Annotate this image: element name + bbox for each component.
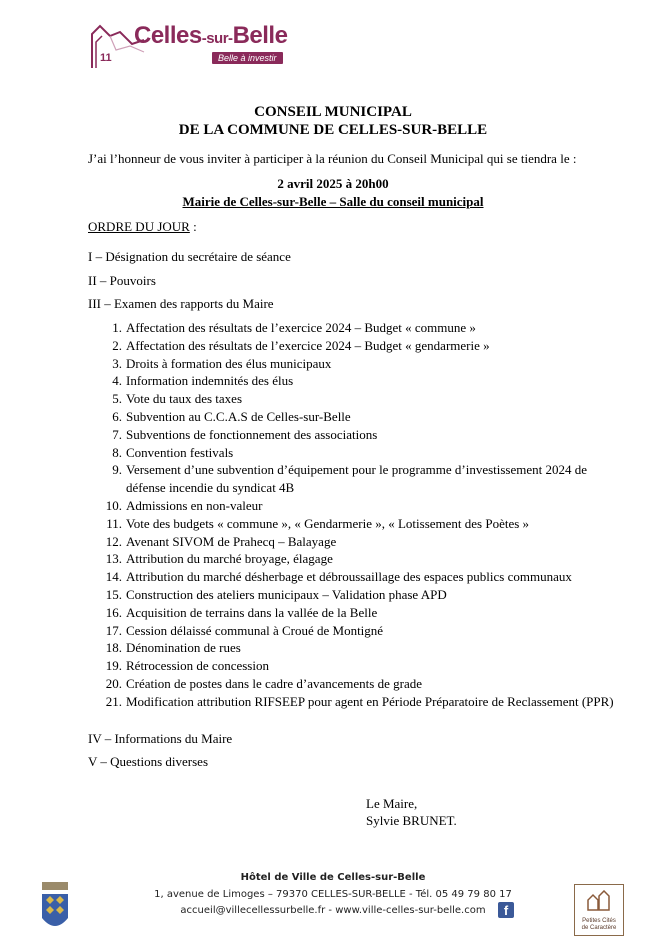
- agenda-item-number: 5.: [112, 391, 122, 407]
- agenda-item: [104, 372, 614, 390]
- logo-number: 11: [100, 52, 112, 64]
- section-item: I – Désignation du secrétaire de séance: [88, 249, 291, 264]
- agenda-item-number: 1.: [112, 320, 122, 335]
- village-icon: [586, 890, 612, 912]
- agenda-item-text: Acquisition de terrains dans la vallée de la Belle: [126, 604, 378, 620]
- badge-label: Petites Cités de Caractère: [581, 918, 617, 931]
- agenda-item-number: 12.: [105, 533, 122, 549]
- agenda-item-text: Modification attribution RIFSEEP pour agent en Période Préparatoire de Reclassement (PPR): [126, 693, 614, 709]
- signature-block: [366, 795, 457, 829]
- section-item: III – Examen des rapports du Maire: [88, 296, 274, 311]
- agenda-item-text: Affectation des résultats de l’exercice 2024 – Budget « commune »: [126, 320, 476, 335]
- invitation-text: J’ai l’honneur de vous inviter à participer à la réunion du Conseil Municipal qui se tiendra le :: [88, 151, 577, 166]
- agenda-item-number: 20.: [105, 675, 122, 691]
- footer-address: 1, avenue de Limoges – 79370 CELLES-SUR-BELLE - Tél. 05 49 79 80 17: [154, 889, 512, 900]
- footer-contact: accueil@villecellessurbelle.fr - www.ville-celles-sur-belle.com: [180, 905, 486, 916]
- section-item: IV – Informations du Maire: [88, 731, 233, 746]
- commune-logo: [86, 22, 286, 74]
- footer-title: Hôtel de Ville de Celles-sur-Belle: [240, 872, 426, 883]
- page-title-line2: DE LA COMMUNE DE CELLES-SUR-BELLE: [178, 122, 488, 138]
- signature-name: Sylvie BRUNET.: [366, 813, 457, 828]
- logo-name: Celles-sur-Belle: [134, 22, 288, 49]
- agenda-item-number: 16.: [105, 604, 122, 620]
- meeting-location: Mairie de Celles-sur-Belle – Salle du conseil municipal: [182, 194, 484, 209]
- agenda-item: [104, 355, 614, 373]
- agenda-item-text: Subvention au C.C.A.S de Celles-sur-Belle: [126, 408, 351, 424]
- agenda-item-text: Information indemnités des élus: [126, 373, 294, 389]
- agenda-item-number: 15.: [105, 586, 122, 602]
- agenda-item: [104, 461, 614, 497]
- agenda-item: [104, 604, 614, 622]
- agenda-item-number: 14.: [105, 569, 122, 585]
- agenda-item-text: Rétrocession de concession: [126, 658, 269, 674]
- agenda-item-number: 21.: [105, 693, 122, 709]
- agenda-item-number: 7.: [112, 426, 122, 442]
- agenda-item-text: Cession délaissé communal à Croué de Montigné: [126, 622, 384, 638]
- agenda-item-text: Avenant SIVOM de Prahecq – Balayage: [126, 533, 337, 549]
- agenda-item-number: 18.: [105, 640, 122, 656]
- signature-role: Le Maire,: [366, 796, 418, 811]
- agenda-item-text: Attribution du marché désherbage et débroussaillage des espaces publics communaux: [126, 569, 572, 585]
- agenda-item: [104, 675, 614, 693]
- agenda-item-number: 3.: [112, 355, 122, 371]
- agenda-item-number: 4.: [112, 373, 122, 389]
- agenda-item-text: Vote des budgets « commune », « Gendarmerie », « Lotissement des Poètes »: [126, 515, 530, 531]
- agenda-item-text: Subventions de fonctionnement des associations: [126, 426, 378, 442]
- meeting-date: 2 avril 2025 à 20h00: [277, 176, 389, 191]
- agenda-item-number: 11.: [106, 515, 122, 531]
- logo-tagline: Belle à investir: [212, 52, 283, 64]
- agenda-item-text: Vote du taux des taxes: [126, 391, 243, 407]
- agenda-item: [104, 622, 614, 640]
- agenda-item: [104, 515, 614, 533]
- section-item: V – Questions diverses: [88, 754, 209, 769]
- agenda-item: [104, 408, 614, 426]
- agenda-item: [104, 657, 614, 675]
- agenda-item: [104, 586, 614, 604]
- agenda-item: [104, 568, 614, 586]
- agenda-item: [104, 533, 614, 551]
- agenda-item-text: Attribution du marché broyage, élagage: [126, 551, 333, 567]
- agenda-item-text: Création de postes dans le cadre d’avancements de grade: [126, 675, 422, 691]
- agenda-item: [104, 390, 614, 408]
- agenda-item: [104, 693, 614, 711]
- agenda-item-number: 19.: [105, 658, 122, 674]
- agenda-item: [104, 426, 614, 444]
- agenda-item-number: 8.: [112, 444, 122, 460]
- agenda-heading: ORDRE DU JOUR :: [88, 219, 197, 234]
- agenda-item: [104, 550, 614, 568]
- agenda-item-text: Droits à formation des élus municipaux: [126, 355, 332, 371]
- agenda-item-text: Dénomination de rues: [126, 640, 241, 656]
- agenda-item-text: Admissions en non-valeur: [126, 497, 263, 513]
- agenda-item: [104, 444, 614, 462]
- agenda-item: [104, 337, 614, 355]
- facebook-icon[interactable]: f: [498, 902, 514, 918]
- agenda-item-text: Affectation des résultats de l’exercice 2024 – Budget « gendarmerie »: [126, 337, 490, 353]
- coat-of-arms-icon: [40, 882, 70, 934]
- agenda-item-text: Versement d’une subvention d’équipement pour le programme d’investissement 2024 de défense incendie du syndicat 4B: [126, 462, 588, 496]
- agenda-item: [104, 497, 614, 515]
- agenda-item-number: 17.: [105, 622, 122, 638]
- agenda-list: [104, 319, 614, 711]
- agenda-item: [104, 319, 614, 337]
- section-item: II – Pouvoirs: [88, 273, 156, 288]
- agenda-item-number: 9.: [112, 462, 122, 478]
- agenda-item-text: Convention festivals: [126, 444, 234, 460]
- page-title-line1: CONSEIL MUNICIPAL: [254, 104, 412, 120]
- agenda-item-number: 13.: [105, 551, 122, 567]
- agenda-item-text: Construction des ateliers municipaux – Validation phase APD: [126, 586, 447, 602]
- petites-cites-badge: [574, 884, 624, 936]
- agenda-item-number: 10.: [105, 497, 122, 513]
- agenda-item: [104, 639, 614, 657]
- agenda-item-number: 2.: [112, 337, 122, 353]
- agenda-item-number: 6.: [112, 408, 122, 424]
